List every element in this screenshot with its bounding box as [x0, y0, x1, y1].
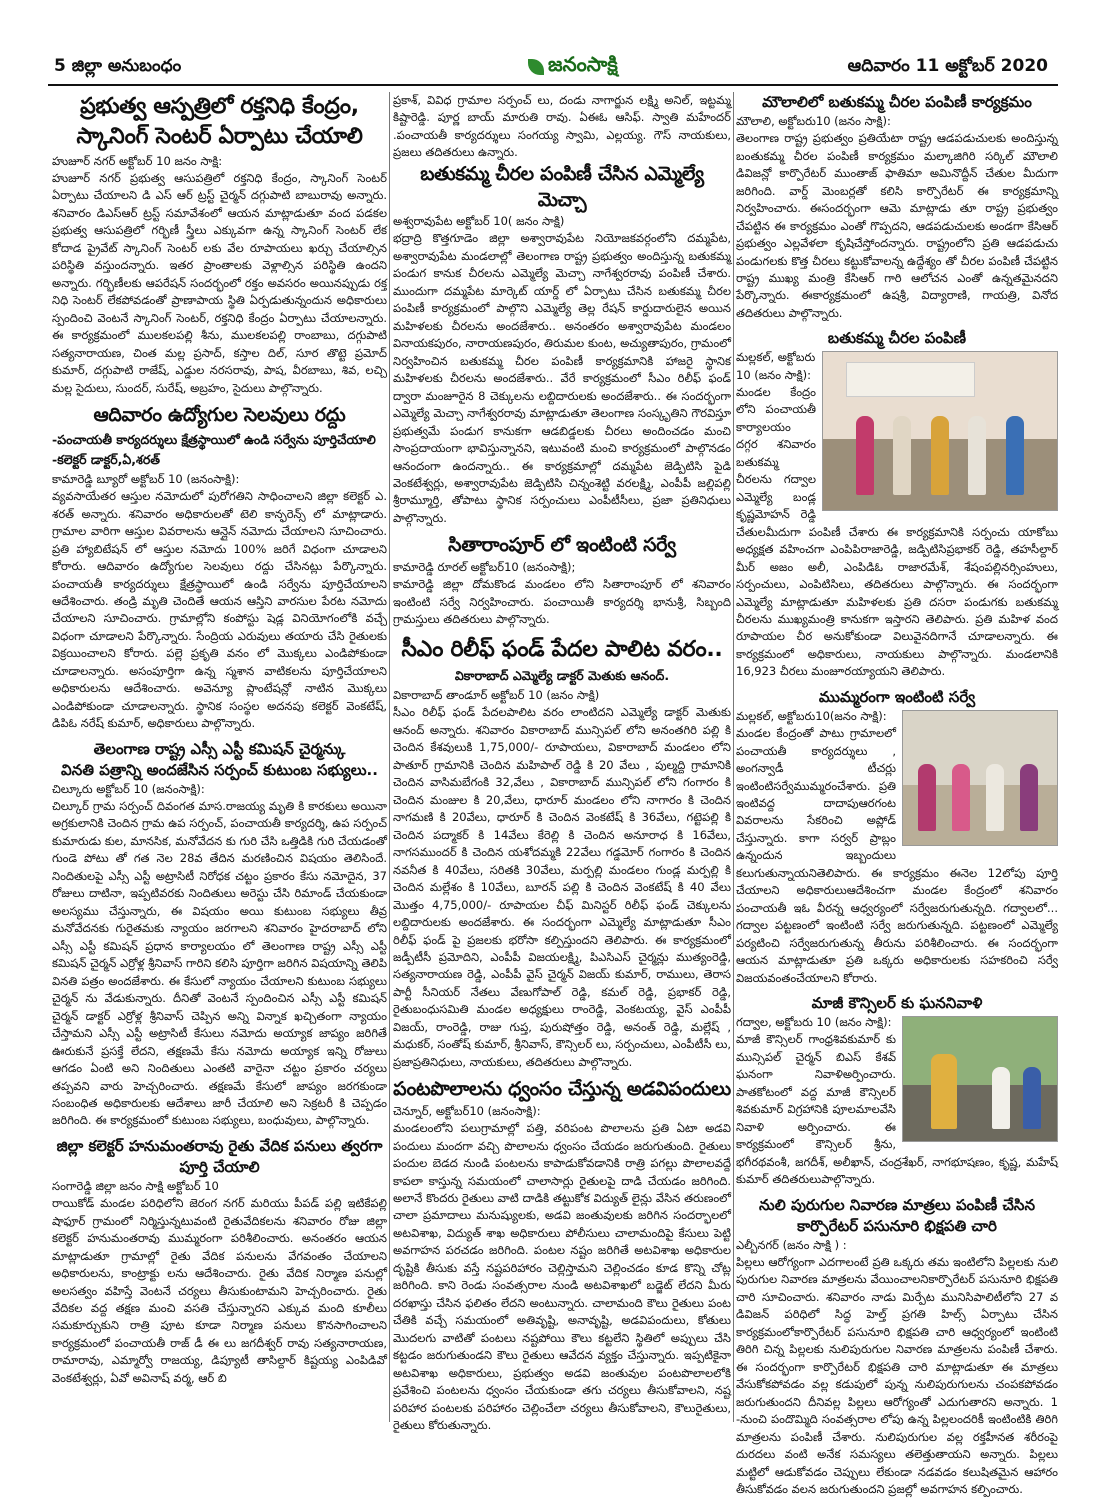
article-dateline: హుజూర్ నగర్ అక్టోబర్ 10 జనం సాక్షి: — [52, 153, 223, 168]
article-body: హుజూర్ నగర్ ప్రభుత్వ ఆసుపత్రిలో రక్తనిధి కేంద్రం, స్కానింగ్ సెంటర్ ఏర్పాటు చేయాలని డి ఎస్ ఆర్ ట్రస్ట్ చైర్మన్ దగ్గుపాటి బాబురావు అన్నారు. శనివారం డిఎస్ఆర్ ట్రస్ట్ సమావేశంలో ఆయన మాట్లాడుతూ వంద పడకల ప్రభుత్వ ఆసుపత్రిలో గర్భిణీ స్త్రీలు ఎక్కువగా ఉన్న స్కానింగ్ సెంటర్ లేక కోదాడ ప్రైవేట్ స్కానింగ్ సెంటర్ లకు వేల రూపాయలు ఖర్చు చేయాల్సిన పరిస్థితి వస్తుందన్నారు. ఇతర ప్రాంతాలకు వెళ్లాల్సిన పరిస్థితి ఉందని అన్నారు. గర్భిణీలకు ఆపరేషన్ సందర్భంలో రక్తం అవసరం అయినప్పుడు రక్త నిధి సెంటర్ లేకపోవడంతో ప్రాణాపాయ స్థితి ఏర్పడుతున్నందున అధికారులు స్పందించి వెంటనే స్కానింగ్ సెంటర్, రక్తనిధి కేంద్రం ఏర్పాటు చేయాలన్నారు. ఈ కార్యక్రమంలో ములకలపల్లి శీను, ములకలపల్లి రాంబాబు, దగ్గుపాటి సత్యనారాయణ, చింత మల్ల ప్రసాద్, కస్తాల దిల్, సూర తొట్టె ప్రమోద్ కుమార్, దగ్గుపాటి రాజేష్, ఎడ్డుల నరసరావు, పాష, వీరబాబు, శివ, లచ్చి మల్ల సైదులు, సుందర్, సురేష్, అబ్రహం, సైదులు పాల్గొన్నారు. — [52, 170, 387, 395]
article-headline: బతుకమ్మ చీరల పంపిణీ చేసిన ఎమ్మెల్యే మెచ్చా — [420, 162, 704, 211]
article-moulali-bathukamma — [736, 92, 1058, 322]
article-dateline: వికారాబాద్ తాండూర్ అక్టోబర్ 10 (జనం సాక్షి) — [393, 688, 600, 703]
issue-date: ఆదివారం 11 అక్టోబర్ 2020 — [847, 56, 1048, 76]
article-headline: ముమ్మరంగా ఇంటింటి సర్వే — [818, 687, 976, 706]
article-dateline: గద్వాల, అక్టోబరు 10 (జనం సాక్షి): — [736, 1015, 892, 1030]
section-label: 5 జిల్లా అనుబంధం — [54, 56, 182, 76]
article-subheadline: వికారాబాద్ ఎమ్మెల్యే డాక్టర్ మెతుకు ఆనంద్. — [454, 668, 670, 684]
article-continuation: ప్రకాశ్, వివిధ గ్రామాల సర్పంచ్ లు, దండు నాగార్జున లక్ష్మి అనిల్, ఇట్టమ్మ కిష్టారెడ్డి. పూర్ణ బాయ్ మారుతి రావు. ఏఈఓ ఆసిఫ్. స్వాతి మహేందర్ .పంచాయతీ కార్యదర్శులు సంగయ్య స్వామి, ఎల్లయ్య. గౌస్ నాయకులు, ప్రజలు తదితరులు ఉన్నారు. — [393, 93, 731, 160]
column-divider — [733, 92, 734, 1422]
article-body: చిల్కూర్ గ్రామ సర్పంచ్ దివంగత మాస.రాజయ్య మృతి కి కారకులు అయినా అగ్రకులానికి చెందిన గ్రామ ఉప సర్పంచ్, పంచాయతీ కార్యదర్శి, ఉప సర్పంచ్ కుమారుడు కుల, మానసిక, మనోవేదన కు గురి చేసి ఒత్తిడికి గురి చేయడంతో గుండె పోటు తో గత నెల 28వ తేదిన మరణించిన విషయం తెలిసిందే. నిందితులపై ఎస్సీ ఎస్టీ అట్రాసిటీ నిరోధక చట్టం ప్రకారం కేసు నమోదైన, 37 రోజులు దాటినా, ఇప్పటివరకు నిందితులు అరెస్టు చేసి రిమాండ్ చేయకుండా అలస్యము చేస్తున్నారు, ఈ విషయం అయి కుటుంబ సభ్యులు తీవ్ర మనోవేదనకు గురైతమకు న్యాయం జరగాలని శనివారం హైదరాబాద్ లోని ఎస్సీ ఎస్టీ కమిషన్ ప్రధాన కార్యాలయం లో తెలంగాణ రాష్ట్ర ఎస్సీ ఎస్టీ కమిషన్ చైర్మన్ ఎర్రోళ్ల శ్రీనివాస్ గారిని కలిసి పూర్తిగా జరిగిన విషయాన్ని తెలిపి వినతి పత్రం అందజేశారు. ఈ కేసులో న్యాయం చేయాలని కుటుంబ సభ్యులు చైర్మన్ ను వేడుకున్నారు. దీనితో వెంటనే స్పందించిన ఎస్సీ ఎస్టీ కమిషన్ చైర్మన్ డాక్టర్ ఎర్రోళ్ల శ్రీనివాస్ చెప్పిన అన్ని విన్నాక ఖచ్చితంగా న్యాయం చేస్తామని ఎస్సీ ఎస్టీ అట్రాసిటీ కేసులు నమోదు అయ్యాక జాప్యం జరిగితే ఊరుకునే ప్రసక్తే లేదని, తక్షణమే కేసు నమోదు అయ్యాక ఇన్ని రోజులు ఆగడం ఏంటి అని నిందితులు ఎంతటి వారైనా చట్టం ప్రకారం చర్యలు తప్పవని వారు హెచ్చరించారు. తక్షణమే కేసులో జాప్యం జరగకుండా సంబంధిత అధికారులకు ఆదేశాలు జారీ చేయాలి అని సెక్రటరీ కి చెప్పడం జరిగింది. ఈ కార్యక్రమంలో కుటుంబ సభ్యులు, బంధువులు, పాల్గొన్నారు. — [52, 799, 387, 1128]
article-headline: వినతి పత్రాన్ని అందజేసిన సర్పంచ్ కుటుంబ సభ్యులు.. — [61, 760, 378, 779]
column-divider — [389, 92, 390, 1422]
column-1 — [52, 92, 387, 1432]
article-door-to-door-survey — [736, 687, 1058, 987]
logo-text: జనంసాక్షి — [548, 52, 618, 76]
article-body: మండల కేంద్రంతో పాటు గ్రామాలలో పంచాయతీ కార్యదర్శులు , అంగన్వాడీ టీచర్లు ఇంటింటిసర్వేముమ్మరంచేశారు. ప్రతి ఇంటివద్ద దాదాపుఆరగంట వివరాలను సేకరించి అప్లోడ్ చేస్తున్నారు. కాగా సర్వర్ ప్రాబ్లం ఉన్నందున ఇబ్బందులు కలుగుతున్నాయనితెలిపారు. ఈ కార్యక్రమం ఈనెల 12లోపు పూర్తి చేయాలని అధికారులుఆదేశించగా మండల కేంద్రంలో శనివారం పంచాయతీ ఇఓ వీరన్న ఆధ్వర్యంలో సర్వేజరుగుతున్నది. గద్వాలలో... గద్వాల పట్టణంలో ఇంటింటి సర్వే జరుగుతున్నది. పట్టణంలో ఎమ్మెల్యే పర్యటించి సర్వేజరుగుతున్న తీరును పరిశీలించారు. ఈ సందర్భంగా ఆయన మాట్లాడుతూ ప్రతి ఒక్కరు అధికారులకు సహకరించి సర్వే విజయవంతంచేయాలని కోరారు. — [736, 726, 1058, 985]
article-subheadline: -కలెక్టర్ డాక్టర్,ఏ,శరత్ — [52, 451, 161, 467]
photo-survey-team — [902, 710, 1058, 846]
article-dateline: ఎల్బీనగర్ (జనం సాక్షి ) : — [736, 1237, 847, 1252]
article-deworming — [736, 1195, 1058, 1498]
masthead — [48, 52, 1058, 86]
photo-statue-tribute — [902, 1016, 1058, 1142]
article-body: భద్రాద్రి కొత్తగూడెం జిల్లా అశ్వారావుపేట నియోజకవర్గంలోని దమ్మపేట, అశ్వారావుపేట మండలాల్లో తెలంగాణ రాష్ట్ర ప్రభుత్వం అందిస్తున్న బతుకమ్మ పండుగ కానుక చీరలను ఎమ్మెల్యే మెచ్చా నాగేశ్వరరావు పంపిణీ చేశారు. ముందుగా దమ్మపేట మార్కెట్ యార్డ్ లో ఏర్పాటు చేసిన బతుకమ్మ చీరల పంపిణీ కార్యక్రమంలో పాల్గొని ఎమ్మెల్యే తెల్ల రేషన్ కార్డుదారులైన అయిన మహిళలకు చీరలను అందజేశారు.. అనంతరం అశ్వారావుపేట మండలం వినాయకపురం, నారాయణపురం, తిరుమల కుంట, అచ్యుతాపురం, గ్రామంలో నిర్వహించిన బతుకమ్మ చీరల పంపిణీ కార్యక్రమానికి హాజరై స్థానిక మహిళలకు చీరలను అందజేశారు.. వేరే కార్యక్రమంలో సీఎం రిలీఫ్ ఫండ్ ద్వారా మంజూరైన 8 చెక్కులను లబ్దిదారులకు అందజేశారు.. ఈ సందర్భంగా ఎమ్మెల్యే మెచ్చా నాగేశ్వరరావు మాట్లాడుతూ తెలంగాణ సంస్కృతిని గౌరవిస్తూ ప్రభుత్వమే పండుగ కానుకగా ఆడబిడ్డలకు చీరలు అందించడం మంచి సాంప్రదాయంగా భావిస్తున్నానని, ఇటువంటి మంచి కార్యక్రమంలో పాల్గొనడం ఆనందంగా ఉందన్నారు.. ఈ కార్యక్రమాల్లో దమ్మపేట జెడ్పిటిసి పైడి వెంకటేశ్వర్లు, అశ్వారావుపేట జెడ్పిటిసి చిన్నంశెట్టి వరలక్ష్మి, ఎంపీపీ జల్లిపల్లి శ్రీరామ్మూర్తి, తోపాటు స్థానిక సర్పంచులు ఎంపీటీసీలు, ప్రజా ప్రతినిధులు పాల్గొన్నారు. — [393, 231, 731, 525]
article-dateline: మౌలాలి, అక్టోబరు10 (జనం సాక్షి): — [736, 114, 891, 128]
article-headline: సీఎం రిలీఫ్ ఫండ్ పేదల పాలిట వరం.. — [401, 636, 723, 662]
article-headline: సితారాంపూర్ లో ఇంటింటి సర్వే — [448, 534, 676, 557]
article-headline: ప్రభుత్వ ఆస్పత్రిలో రక్తనిధి కేంద్రం, స్కానింగ్ సెంటర్ ఏర్పాటు చేయాలి — [76, 94, 363, 150]
article-body: మండల కేంద్రం లోని పంచాయతీ కార్యాలయం దగ్గర శనివారం బతుకమ్మ చీరలను గద్వాల ఎమ్మెల్యే బండ్ల కృష్ణమోహన్ రెడ్డి చేతులమీదుగా పంపిణీ చేశారు ఈ కార్యక్రమానికి సర్పంచు యాకోబు అధ్యక్షత వహించగా ఎంపిపిరాజారెడ్డి, జడ్పిటిసిప్రభాకర్ రెడ్డి, తహసీల్దార్ మీర్ అజం అలీ, ఎంపిడిఓ రాజారమేశ్, శేషంపల్లినర్సింహులు, సర్పంచులు, ఎంపిటిసిలు, తదితరులు పాల్గొన్నారు. ఈ సందర్భంగా ఎమ్మెల్యే మాట్లాడుతూ మహిళలకు ప్రతి దసరా పండుగకు బతుకమ్మ చీరలను ముఖ్యమంత్రి కానుకగా ఇస్తారని తెలిపారు. ప్రతి మహిళ వంద రూపాయల చీర అనుకోకుండా విలువైనదిగానే చూడాలన్నారు. ఈ కార్యక్రమంలో అధికారులు, నాయకులు పాల్గొన్నారు. మండలానికి 16,923 చీరలు మంజూరయ్యాయని తెలిపారు. — [736, 384, 1058, 679]
article-body: రాయికోడ్ మండల పరిధిలోని జెరంగ నగర్ మరియు పీపడ్ పల్లి ఇటికేపల్లి షాఫూర్ గ్రామంలో నిర్మిస్తున్నటువంటి రైతువేదికలను శనివారం రోజు జిల్లా కలెక్టర్ హనుమంతరావు ముమ్మరంగా పరిశీలించారు. అనంతరం ఆయన మాట్లాడుతూ గ్రామాల్లో రైతు వేదిక పనులను వేగవంతం చేయాలని అధికారులను, కాంట్రాక్టు లను ఆదేశించారు. రైతు వేదిక నిర్మాణ పనుల్లో అలసత్వం వహిస్తే వెంటనే చర్యలు తీసుకుంటామని హెచ్చరించారు. రైతు వేదికల వద్ద తక్షణ మంచి వసతి చేస్తున్నారని ఎక్కువ మంది కూలీలు సమకూర్చుకుని రాత్రి పూట కూడా నిర్మాణ పనులు కొనసాగించాలని కార్యక్రమంలో పంచాయతీ రాజ్ డీ ఈ లు జగదీశ్వర్ రావు సత్యనారాయణ, రామారావు, ఎమ్మార్వో రాజయ్య, డిప్యూటీ తాసిల్దార్ కిష్టయ్య ఎంపిడివో వెంకటేశ్వర్లు, ఏవో అవినాష్ వర్మ, ఆర్ బి — [52, 1196, 387, 1385]
article-dateline: చిల్కూరు అక్టోబర్ 10 (జనంసాక్షి): — [52, 781, 205, 796]
leaf-icon — [528, 59, 544, 75]
article-sunday-leave — [52, 403, 387, 733]
article-wild-boars — [393, 1077, 731, 1434]
article-body: సీఎం రిలీఫ్ ఫండ్ పేదలపాలిట వరం లాంటిదని ఎమ్మెల్యే డాక్టర్ మెతుకు ఆనంద్ అన్నారు. శనివారం వికారాబాద్ మున్సిపల్ లోని అనంతగిరి పల్లి కి చెందిన కేశవులుకి 1,75,000/- రూపాయలు, వికారాబాద్ మండలం లోని పాతూర్ గ్రామానికి చెందిన మహిపాల్ రెడ్డి కి 20 వేలు , పుల్మద్ది గ్రామానికి చెందిన వాసిమబేగంకి 32,వేలు , వికారాబాద్ మున్సిపల్ లోని గంగారం కి చెందిన మంజుల కి 20,వేలు, ధారూర్ మండలం లోని నాగారం కి చెందిన నాగమణి కి 20వేలు, ధారూర్ కి చెందిన వెంకటేష్ కి 36వేలు, గట్టెపల్లి కి చెందిన పద్మాకర్ కి 14వేలు కేరెల్లి కి చెందిన అనూరాధ కి 16వేలు, నాగసముందర్ కి చెందిన యశోదమ్మకి 22వేలు గడ్డమోర్ గంగారం కి చెందిన నవనీత కి 40వేలు, సరితకి 30వేలు, మర్పల్లి మండలం గుండ్ల మర్పల్లి కి చెందిన మల్లేశం కి 10వేలు, బూరన్ పల్లి కి చెందిన వెంకటేష్ కి 40 వేలు మొత్తం 4,75,000/- రూపాయల చీఫ్ మినిస్టర్ రిలీఫ్ ఫండ్ చెక్కులను లబ్దిదారులకు అందజేశారు. ఈ సందర్భంగా ఎమ్మెల్యే మాట్లాడుతూ సీఎం రిలీఫ్ ఫండ్ పై ప్రజలకు భరోసా కల్పిస్తుందని తెలిపారు. ఈ కార్యక్రమంలో జడ్పీటీసీ ప్రమోదిని, ఎంపీపీ విజయలక్ష్మి, పిఎసిఎస్ చైర్మన్లు ముత్యంరెడ్డి, సత్యనారాయణ రెడ్డి, ఎంపీపీ వైస్ చైర్మన్ విజయ్ కుమార్, రాములు, తెరాస పార్టీ సీనియర్ నేతలు వేణుగోపాల్ రెడ్డి, కమల్ రెడ్డి, ప్రభాకర్ రెడ్డి, రైతుబంధుసమితి మండల అధ్యక్షులు రాంరెడ్డి, వెంకటయ్య, వైస్ ఎంపీపీ విజయ్, రాంరెడ్డి, రాజు గుప్త, పురుషోత్తం రెడ్డి, అనంత్ రెడ్డి, మల్లేష్ , మధుకర్, సంతోష్ కుమార్, శ్రీనివాస్, కౌన్సిలర్ లు, సర్పంచులు, ఎంపీటీసీ లు, ప్రజాప్రతినిధులు, నాయకులు, తదితరులు పాల్గొన్నారు. — [393, 705, 731, 1069]
article-rythu-vedika — [52, 1136, 387, 1387]
article-bathukamma-mla — [393, 162, 731, 528]
article-dateline: మల్లకల్, అక్టోబరు 10 (జనం సాక్షి): — [736, 350, 816, 382]
article-headline: బతుకమ్మ చీరల పంపిణీ — [827, 329, 967, 348]
article-sc-st-commission — [52, 739, 387, 1130]
article-headline: మౌలాలిలో బతుకమ్మ చీరల పంపిణీ కార్యక్రమం — [762, 93, 1032, 111]
article-headline: జిల్లా కలెక్టర్ హనుమంతరావు రైతు వేదిక పనులు త్వరగా పూర్తి చేయాలి — [56, 1136, 383, 1176]
article-dateline: అశ్వరావుపేట అక్టోబర్ 10( జనం సాక్షి) — [393, 214, 565, 229]
article-body: మండలంలోని పలుగ్రామాల్లో పత్తి, వరిపంట పొలాలను ప్రతి ఏటా అడవి పందులు మందగా వచ్చి పొలాలను ధ్వంసం చేయడం జరుగుతుంది. రైతులు పందుల బెడద నుండి పంటలను కాపాడుకోవడానికి రాత్రి పగల్లు పొలాలవద్దే కాపలా కాస్తున్న సమయంలో చాలాసార్లు రైతులపై దాడి చేయడం జరిగింది. అలానే కొందరు రైతులు వాటి దాడికి తట్టుకోక విద్యుత్ లైన్లు వేసిన తరుణంలో చాలా ప్రమాదాలు మనుష్యులకు, అడవి జంతువులకు జరిగిన సందర్భాలలో అటవిశాఖ, విద్యుత్ శాఖ అధికారులు పోలీసులు చాలామందిపై కేసులు పెట్టి అవగాహన పరచడం జరిగింది. పంటల నష్టం జరిగితే అటవిశాఖ అధికారుల దృష్టికి తీసుకు వస్తే నష్టపరిహారం చెల్లిస్తామని చెల్లించడం కూడ కొన్ని చోట్ల జరిగింది. కాని రెండు సంవత్సరాల నుండి అటవిశాఖలో బడ్జెట్ లేదని మీరు దరఖాస్తు చేసిన ఫలితం లేదని అంటున్నారు. చాలామంది కౌలు రైతులు పంట చేతికి వచ్చే సమయంలో అతివృష్టి, అనావృష్టి, అడవిపందులు, కోతులు మొదలగు వాటితో పంటలు నష్టపోయి కౌలు కట్టలేని స్థితిలో అప్పులు చేసి కట్టడం జరుగుతుండని కౌలు రైతులు ఆవేదన వ్యక్తం చేస్తున్నారు. ఇప్పటికైనా అటవిశాఖ అధికారులు, ప్రభుత్వం అడవి జంతువుల పంటపొలాలలోకి ప్రవేశించి పంటలను ధ్వంసం చేయకుండా తగు చర్యలు తీసుకోవాలని, నష్ట పరిహార పంటలకు పరిహారం చెల్లించేలా చర్యలు తీసుకోవాలని, కౌలురైతులు, రైతులు కోరుతున్నారు. — [393, 1121, 731, 1433]
article-dateline: చెన్నూర్, అక్టోబర్10 (జనంసాక్షి): — [393, 1103, 541, 1118]
article-dateline: కామారెడ్డి బ్యూరో అక్టోబర్ 10 (జనంసాక్షి): — [52, 471, 240, 486]
photo-saree-distribution — [822, 351, 1058, 511]
column-2 — [393, 92, 731, 1432]
article-subheadline: -పంచాయతీ కార్యదర్శులు క్షేత్రస్థాయిలో ఉండి సర్వేను పూర్తిచేయాలి — [52, 431, 376, 447]
article-cm-relief-fund — [393, 635, 731, 1072]
article-body: తెలంగాణ రాష్ట్ర ప్రభుత్వం ప్రతియేటా రాష్ట్ర ఆడపడుచులకు అందిస్తున్న బంతుకమ్మ చీరల పంపిణీ కార్యక్రమం మల్కాజిగిరి సర్కిల్ మౌలాలి డివిజన్లో కార్పొరేటర్ ముంతాజ్ ఫాతిమా అమినొద్దీన్ చేతుల మీదుగా జరిగింది. వార్డ్ మెంబర్లతో కలిసి కార్పొరేటర్ ఈ కార్యక్రమాన్ని నిర్వహించారు. ఈసందర్భంగా ఆమె మాట్లాడు తూ రాష్ట్ర ప్రభుత్వం చేపట్టిన ఈ కార్యక్రమం ఎంతో గొప్పదని, ఆడపడుచులకు అండగా కేసిఆర్ ప్రభుత్వం ఎల్లవేళలా కృషిచేస్తోందన్నారు. రాష్ట్రంలోని ప్రతి ఆడపడుచు పండుగలకు కొత్త చీరలు కట్టుకోవాలన్న ఉద్దేశ్యం తో చీరల పంపిణీ చేపట్టిన రాష్ట్ర ముఖ్య మంత్రి కేసిఆర్ గారి ఆలోచన ఎంతో ఉన్నతమైనదని పేర్కొన్నారు. ఈకార్యక్రమంలో ఉషశ్రీ, విద్యారాణి, గాయత్రి, వినోద తదితరులు పాల్గొన్నారు. — [736, 131, 1058, 320]
newspaper-logo[interactable] — [528, 52, 618, 81]
article-former-councillor-tribute — [736, 993, 1058, 1188]
article-body: మాజీ కౌన్సిలర్ గాంధ్రశివకుమార్ కు మున్సిపల్ చైర్మన్ బిఎస్ కేశవ్ ఘనంగా నివాళిఅర్పించారు. పాతకోటంలో వద్ద మాజీ కౌన్సిలర్ శివకుమార్ విగ్రహానికి పూలమాలవేసి నివాళి అర్పించారు. ఈ కార్యక్రమంలో కౌన్సిలర్ శ్రీను, భగీరథవంశీ, జగదీశ్, అలీఖాన్, చంద్రశేఖర్, నాగభూషణం, కృష్ణ, మహేష్ కుమార్ తదితరులుపాల్గొన్నారు. — [736, 1032, 1058, 1187]
article-headline: నులి పురుగుల నివారణ మాత్రలు పంపిణీ చేసిన కార్పొరేటర్ పసునూరి భిక్షపతి చారి — [759, 1195, 1035, 1235]
article-body: కామారెడ్డి జిల్లా దోమకొండ మండలం లోని సితారాంపూర్ లో శనివారం ఇంటింటి సర్వే నిర్వహించారు. పంచాయితీ కార్యదర్శి భానుశ్రీ, సిబ్బంది గ్రామస్తులు తదితరులు పాల్గొన్నారు. — [393, 577, 731, 627]
article-body: వ్యవసాయేతర ఆస్తుల నమోదులో పురోగతిని సాధించాలని జిల్లా కలెక్టర్ ఎ. శరత్ అన్నారు. శనివారం అధికారులతో టెలి కాన్ఫరెన్స్ లో మాట్లాడారు. గ్రామాల వారిగా ఆస్తుల వివరాలను ఆన్లైన్ నమోదు చేయాలని సూచించారు. ప్రతి హ్యాబిటేషన్ లో ఆస్తుల నమోదు 100% జరిగే విధంగా చూడాలని కోరారు. ఆదివారం ఉద్యోగుల సెలవులు రద్దు చేసినట్లు పేర్కొన్నారు. పంచాయతీ కార్యదర్శులు క్షేత్రస్థాయిలో ఉండి సర్వేను పూర్తిచేయాలని ఆదేశించారు. తండ్రి మృతి చెందితే ఆయన ఆస్తిని వారసుల పేరట నమోదు చేయాలని సూచించారు. గ్రామాల్లోని కంపోస్టు షెడ్ల వినియోగంలోకి వచ్చే విధంగా చూడాలని పేర్కొన్నారు. సేంద్రియ ఎరువులు తయారు చేసి రైతులకు విక్రయించాలని కోరారు. పల్లె ప్రకృతి వనం లో మొక్కలు ఎండిపోకుండా చూడాలన్నారు. అసంపూర్తిగా ఉన్న స్మశాన వాటికలను పూర్తిచేయాలని అధికారులను ఆదేశించారు. అవెన్యూ ప్లాంటేషన్లో నాటిన మొక్కలు ఎండిపోకుండా చూడాలన్నారు. స్థానిక సంస్థల అదనపు కలెక్టర్ వెంకటేష్, డిపిఓ నరేష్ కుమార్, అధికారులు పాల్గొన్నారు. — [52, 489, 387, 731]
article-body: పిల్లలు ఆరోగ్యంగా ఎదగాలంటే ప్రతి ఒక్కరు తమ ఇంటిలోని పిల్లలకు నులి పురుగుల నివారణ మాత్రలను వేయించాలనికార్పొరేటర్ పసునూరి భిక్షపతి చారి సూచించారు. శనివారం నాడు మిర్పేట మునిసిపాలిటీలోని 27 వ డివిజన్ పరిధిలో సిద్ధ హెల్త్ ప్రగతి హిల్స్ ఏర్పాటు చేసిన కార్యక్రమంలోకార్పొరేటర్ పసునూరి భిక్షపతి చారి ఆధ్వర్యంలో ఇంటింటి తిరిగి చిన్న పిల్లలకు నులిపురుగుల నివారణ మాత్రలను పంపిణీ చేశారు. ఈ సందర్భంగా కార్పొరేటర్ భిక్షపతి చారి మాట్లాడుతూ ఈ మాత్రలు వేసుకోకపోవడం వల్ల కడుపులో పున్న నులిపురుగులను చంపకపోవడం జరుగుతుందని దీనివల్ల పిల్లలు ఆరోగ్యంతో ఎదుగుతారని అన్నారు. 1 -నుంచి పందొమ్మిది సంవత్సరాల లోపు ఉన్న పిల్లలందరికీ ఇంటింటికి తిరిగి మాత్రలను పంపిణీ చేశారు. నులిపురుగుల వల్ల రక్తహీనత శరీరంపై దురదలు వంటి అనేక సమస్యలు తలెత్తుతాయని అన్నారు. పిల్లలు మట్టిలో ఆడుకోవడం చెప్పులు లేకుండా నడవడం కలుషితమైన ఆహారం తీసుకోవడం వలన జరుగుతుందని ప్రజల్లో అవగాహన కల్పించారు. — [736, 1254, 1058, 1496]
article-headline: పంటపొలాలను ధ్వంసం చేస్తున్న అడవిపందులు — [393, 1078, 731, 1101]
article-mallakal-bathukamma — [736, 328, 1058, 680]
article-headline: తెలంగాణ రాష్ట్ర ఎస్సీ ఎస్టీ కమిషన్ చైర్మన్కు — [93, 739, 346, 758]
article-headline: ఆదివారం ఉద్యోగుల సెలవులు రద్దు — [93, 404, 346, 427]
article-dateline: కామారెడ్డి రూరల్ అక్టోబర్10 (జనంసాక్షి); — [393, 560, 576, 575]
article-dateline: సంగారెడ్డి జిల్లా జనం సాక్షి అక్టోబర్ 10 — [52, 1178, 219, 1193]
column-3 — [736, 92, 1058, 1496]
article-headline: మాజీ కౌన్సిలర్ కు ఘననివాళి — [811, 994, 983, 1013]
article-dateline: మల్లకల్, అక్టోబరు10(జనం సాక్షి): — [736, 708, 887, 723]
article-blood-bank — [52, 92, 387, 397]
article-sitarampur-survey — [393, 533, 731, 628]
